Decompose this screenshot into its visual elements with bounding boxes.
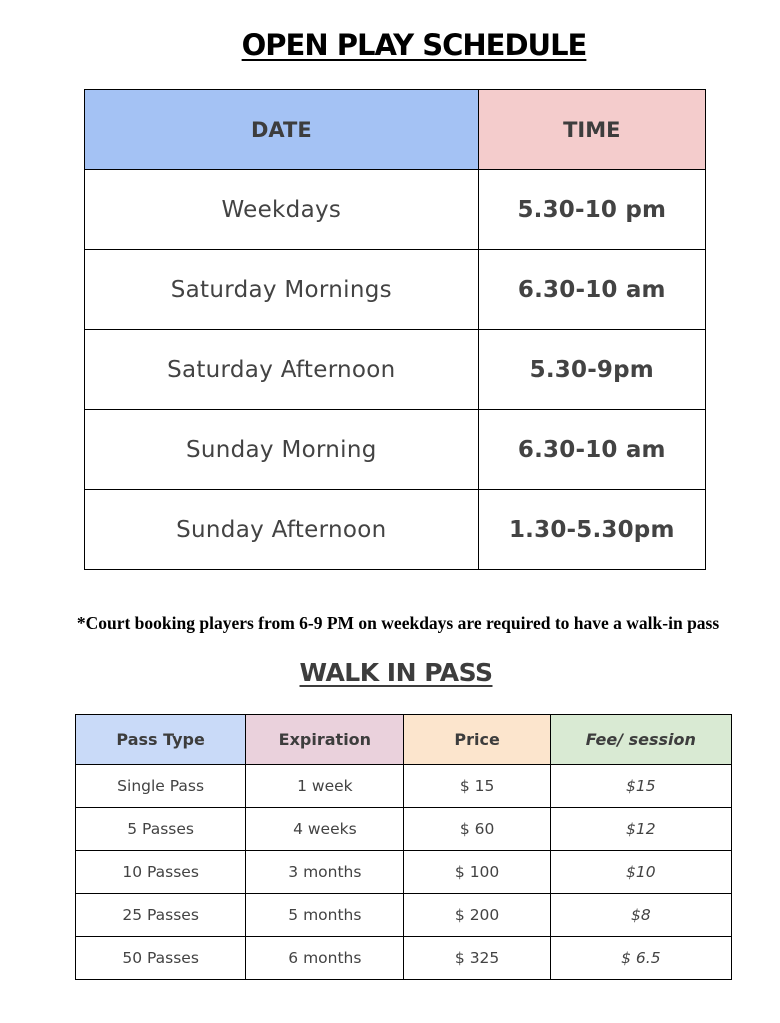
walk-in-pass-title: WALK IN PASS bbox=[299, 658, 493, 687]
pass-expiration-cell: 6 months bbox=[246, 937, 404, 980]
schedule-row bbox=[85, 410, 706, 490]
schedule-time-cell: 1.30-5.30pm bbox=[478, 490, 705, 570]
pass-fee-cell: $15 bbox=[550, 765, 731, 808]
pass-header-fee: Fee/ session bbox=[550, 715, 731, 765]
pass-row bbox=[76, 851, 732, 894]
schedule-time-cell: 6.30-10 am bbox=[478, 250, 705, 330]
pass-type-cell: Single Pass bbox=[76, 765, 246, 808]
schedule-time-cell: 6.30-10 am bbox=[478, 410, 705, 490]
schedule-date-cell: Weekdays bbox=[85, 170, 479, 250]
pass-type-cell: 5 Passes bbox=[76, 808, 246, 851]
pass-type-cell: 25 Passes bbox=[76, 894, 246, 937]
pass-row bbox=[76, 808, 732, 851]
schedule-row bbox=[85, 250, 706, 330]
pass-type-cell: 50 Passes bbox=[76, 937, 246, 980]
pass-price-cell: $ 325 bbox=[404, 937, 550, 980]
pass-header-expiration: Expiration bbox=[246, 715, 404, 765]
schedule-row bbox=[85, 490, 706, 570]
pass-header-price: Price bbox=[404, 715, 550, 765]
pass-header-row bbox=[76, 715, 732, 765]
pass-type-cell: 10 Passes bbox=[76, 851, 246, 894]
pass-fee-cell: $12 bbox=[550, 808, 731, 851]
walk-in-pass-table bbox=[75, 714, 732, 980]
schedule-header-row bbox=[85, 90, 706, 170]
pass-row bbox=[76, 894, 732, 937]
pass-expiration-cell: 1 week bbox=[246, 765, 404, 808]
pass-price-cell: $ 60 bbox=[404, 808, 550, 851]
schedule-table bbox=[84, 89, 706, 570]
pass-fee-cell: $8 bbox=[550, 894, 731, 937]
schedule-date-cell: Sunday Morning bbox=[85, 410, 479, 490]
schedule-row bbox=[85, 330, 706, 410]
schedule-title: OPEN PLAY SCHEDULE bbox=[241, 28, 587, 62]
walk-in-requirement-note: *Court booking players from 6-9 PM on weekdays are required to have a walk-in pass bbox=[76, 613, 720, 633]
schedule-row bbox=[85, 170, 706, 250]
schedule-date-cell: Saturday Mornings bbox=[85, 250, 479, 330]
pass-row bbox=[76, 937, 732, 980]
schedule-time-cell: 5.30-9pm bbox=[478, 330, 705, 410]
pass-price-cell: $ 15 bbox=[404, 765, 550, 808]
pass-row bbox=[76, 765, 732, 808]
pass-price-cell: $ 200 bbox=[404, 894, 550, 937]
pass-header-type: Pass Type bbox=[76, 715, 246, 765]
schedule-date-cell: Sunday Afternoon bbox=[85, 490, 479, 570]
pass-fee-cell: $10 bbox=[550, 851, 731, 894]
schedule-header-time: TIME bbox=[478, 90, 705, 170]
schedule-header-date: DATE bbox=[85, 90, 479, 170]
pass-fee-cell: $ 6.5 bbox=[550, 937, 731, 980]
pass-expiration-cell: 5 months bbox=[246, 894, 404, 937]
pass-expiration-cell: 3 months bbox=[246, 851, 404, 894]
pass-price-cell: $ 100 bbox=[404, 851, 550, 894]
schedule-date-cell: Saturday Afternoon bbox=[85, 330, 479, 410]
pass-expiration-cell: 4 weeks bbox=[246, 808, 404, 851]
schedule-time-cell: 5.30-10 pm bbox=[478, 170, 705, 250]
